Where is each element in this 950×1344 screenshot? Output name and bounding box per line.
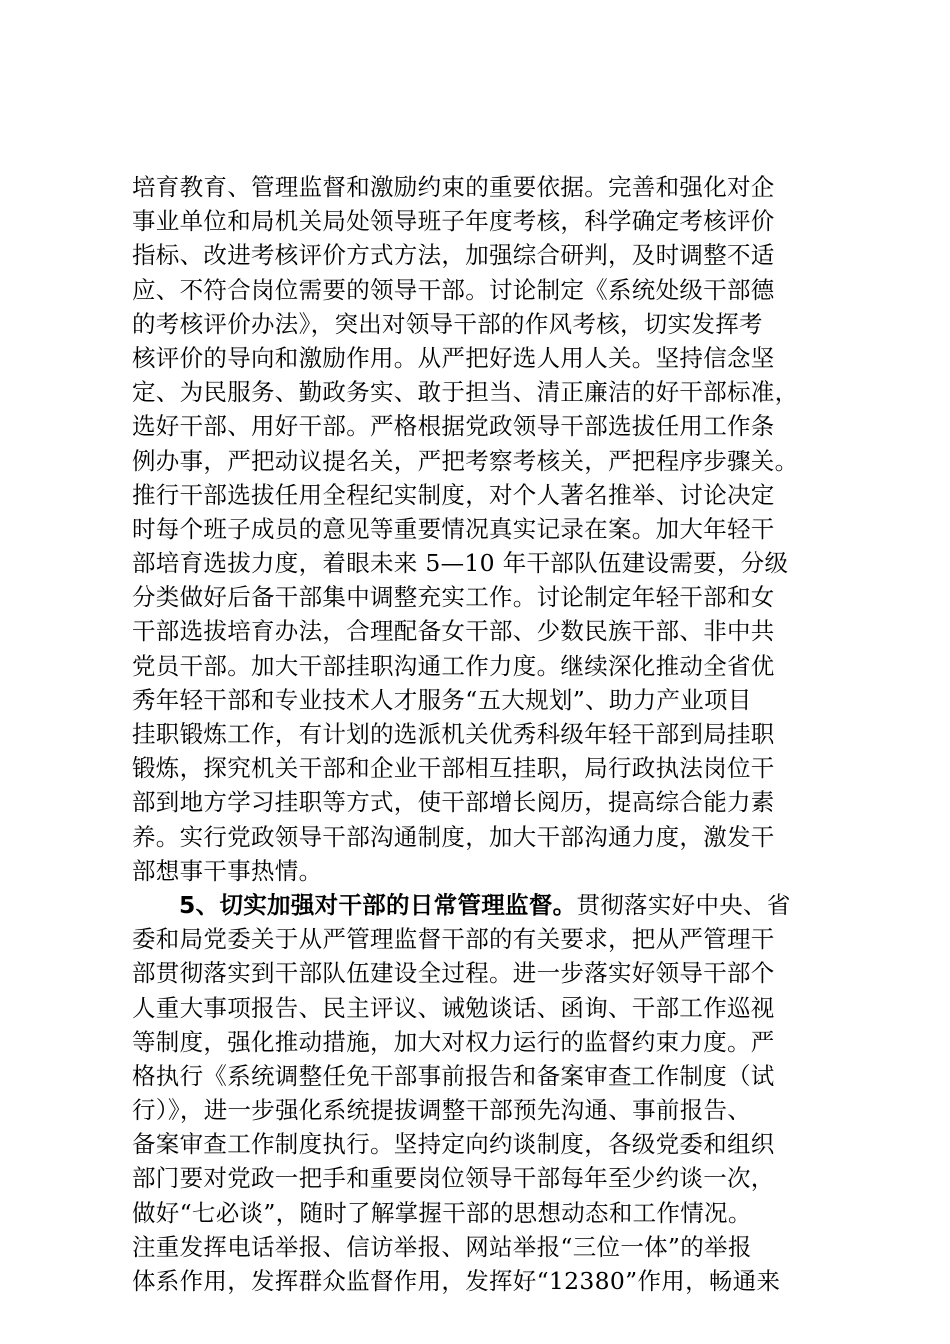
text-line: 推行干部选拔任用全程纪实制度，对个人著名推举、讨论决定	[132, 480, 775, 509]
text-line: 挂职锻炼工作，有计划的选派机关优秀科级年轻干部到局挂职	[132, 720, 775, 748]
text-line: 等制度，强化推动措施，加大对权力运行的监督约束力度。严	[132, 1027, 775, 1056]
text-line: 备案审查工作制度执行。坚持定向约谈制度，各级党委和组织	[132, 1130, 775, 1159]
text-line: 分类做好后备干部集中调整充实工作。讨论制定年轻干部和女	[132, 583, 775, 612]
text-line: 核评价的导向和激励作用。从严把好选人用人关。坚持信念坚	[132, 343, 775, 372]
text-line: 例办事，严把动议提名关，严把考察考核关，严把程序步骤关。	[132, 446, 799, 475]
document-body	[132, 170, 832, 1298]
text-line: 做好“七必谈”，随时了解掌握干部的思想动态和工作情况。	[132, 1198, 752, 1227]
text-line: 事业单位和局机关局处领导班子年度考核，科学确定考核评价	[132, 207, 775, 236]
text-line: 定、为民服务、勤政务实、敢于担当、清正廉洁的好干部标准，	[132, 378, 799, 407]
text-line: 干部选拔培育办法，合理配备女干部、少数民族干部、非中共	[132, 617, 775, 646]
text-line: 秀年轻干部和专业技术人才服务“五大规划”、助力产业项目	[132, 685, 752, 714]
paragraph-first-line	[132, 888, 832, 922]
text-line: 人重大事项报告、民主评议、诫勉谈话、函询、干部工作巡视	[132, 993, 775, 1022]
text-line: 委和局党委关于从严管理监督干部的有关要求，把从严管理干	[132, 925, 775, 954]
text-line: 部到地方学习挂职等方式，使干部增长阅历，提高综合能力素	[132, 788, 775, 817]
text-line: 部想事干事热情。	[132, 856, 323, 885]
paragraph-cadre-assessment	[132, 170, 832, 888]
text-line: 锻炼，探究机关干部和企业干部相互挂职，局行政执法岗位干	[132, 754, 775, 783]
text-line: 行）》，进一步强化系统提拔调整干部预先沟通、事前报告、	[132, 1096, 752, 1125]
text-line: 培育教育、管理监督和激励约束的重要依据。完善和强化对企	[132, 173, 775, 201]
text-line: 部贯彻落实到干部队伍建设全过程。进一步落实好领导干部个	[132, 959, 775, 988]
text-line: 应、不符合岗位需要的领导干部。讨论制定《系统处级干部德	[132, 275, 775, 304]
text-line: 党员干部。加大干部挂职沟通工作力度。继续深化推动全省优	[132, 651, 775, 680]
text-line: 体系作用，发挥群众监督作用，发挥好“12380”作用，畅通来	[132, 1267, 781, 1295]
text-line: 部培育选拔力度，着眼未来 5—10 年干部队伍建设需要，分级	[132, 549, 789, 578]
text-line: 部门要对党政一把手和重要岗位领导干部每年至少约谈一次，	[132, 1164, 775, 1193]
text-line: 指标、改进考核评价方式方法，加强综合研判，及时调整不适	[132, 241, 775, 270]
section-heading: 5、切实加强对干部的日常管理监督。	[179, 890, 577, 919]
text-line: 格执行《系统调整任免干部事前报告和备案审查工作制度（试	[132, 1061, 775, 1090]
text-line: 养。实行党政领导干部沟通制度，加大干部沟通力度，激发干	[132, 822, 775, 851]
text-line: 选好干部、用好干部。严格根据党政领导干部选拔任用工作条	[132, 412, 775, 441]
text-line: 的考核评价办法》，突出对领导干部的作风考核，切实发挥考	[132, 309, 763, 338]
paragraph-daily-supervision	[132, 888, 832, 1298]
text-line: 注重发挥电话举报、信访举报、网站举报“三位一体”的举报	[132, 1232, 752, 1261]
heading-continuation: 贯彻落实好中央、省	[576, 890, 791, 919]
text-line: 时每个班子成员的意见等重要情况真实记录在案。加大年轻干	[132, 514, 775, 543]
